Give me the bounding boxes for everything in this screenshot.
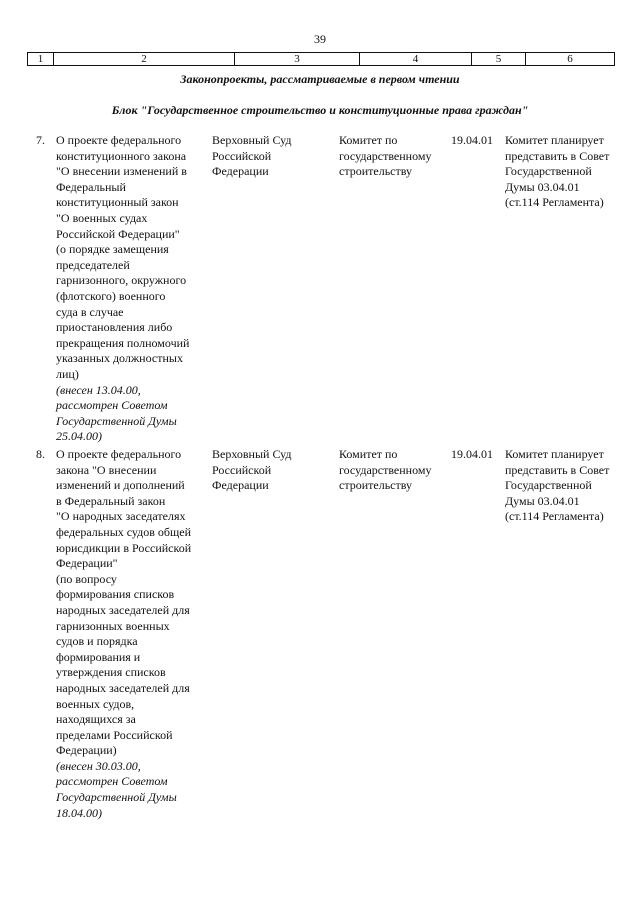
entry-initiator bbox=[212, 447, 332, 494]
text-line: конституционный закон bbox=[56, 195, 179, 210]
entry-number: 8. bbox=[36, 447, 45, 461]
entry-committee bbox=[339, 447, 449, 494]
column-number-3: 3 bbox=[235, 53, 360, 65]
text-line: представить в Совет bbox=[505, 148, 610, 163]
text-line: (флотского) военного bbox=[56, 288, 166, 303]
text-line: Комитет планирует bbox=[505, 133, 604, 147]
block-title: Блок "Государственное строительство и конституционные права граждан" bbox=[111, 103, 529, 117]
text-line: пределами Российской bbox=[56, 727, 173, 742]
text-line: "О внесении изменений в bbox=[56, 164, 187, 179]
text-line: (по вопросу bbox=[56, 571, 117, 586]
text-line: юрисдикции в Российской bbox=[56, 540, 192, 555]
text-line: (ст.114 Регламента) bbox=[505, 195, 604, 210]
text-line: "О военных судах bbox=[56, 210, 148, 225]
text-line: государственному bbox=[339, 148, 432, 163]
text-line: Государственной Думы bbox=[56, 790, 177, 805]
text-line: прекращения полномочий bbox=[56, 335, 190, 350]
text-line: суда в случае bbox=[56, 304, 124, 319]
text-line: 18.04.00) bbox=[56, 805, 102, 820]
text-line: Верховный Суд bbox=[212, 133, 292, 147]
text-line: Федерации bbox=[212, 164, 269, 179]
text-line: (о порядке замещения bbox=[56, 242, 169, 257]
entry-number: 7. bbox=[36, 133, 45, 147]
entry-description bbox=[56, 133, 206, 445]
text-line: гарнизонных военных bbox=[56, 618, 170, 633]
text-line: рассмотрен Советом bbox=[56, 398, 168, 413]
text-line: Федерации bbox=[212, 478, 269, 493]
entry-initiator bbox=[212, 133, 332, 180]
column-number-1: 1 bbox=[28, 53, 54, 65]
entry-status bbox=[505, 447, 625, 525]
entry-date: 19.04.01 bbox=[451, 447, 493, 461]
text-line: председателей bbox=[56, 257, 130, 272]
submission-note bbox=[56, 759, 206, 821]
text-line: рассмотрен Советом bbox=[56, 774, 168, 789]
text-line: Федерации) bbox=[56, 743, 117, 758]
text-line: приостановления либо bbox=[56, 320, 173, 335]
text-line: "О народных заседателях bbox=[56, 509, 186, 524]
section-title: Законопроекты, рассматриваемые в первом чтении bbox=[180, 72, 460, 86]
text-line: формирования списков bbox=[56, 587, 175, 602]
text-line: гарнизонного, окружного bbox=[56, 273, 187, 288]
text-line: Федеральный bbox=[56, 179, 126, 194]
text-line: находящихся за bbox=[56, 712, 136, 727]
text-line: 25.04.00) bbox=[56, 429, 102, 444]
column-number-row bbox=[27, 52, 615, 66]
text-line: народных заседателей для bbox=[56, 680, 190, 695]
description-text bbox=[56, 133, 206, 383]
text-line: военных судов, bbox=[56, 696, 135, 711]
text-line: утверждения списков bbox=[56, 665, 166, 680]
text-line: закона "О внесении bbox=[56, 462, 157, 477]
text-line: формирования и bbox=[56, 649, 141, 664]
text-line: Комитет по bbox=[339, 447, 398, 461]
text-line: государственному bbox=[339, 462, 432, 477]
text-line: О проекте федерального bbox=[56, 133, 182, 147]
text-line: О проекте федерального bbox=[56, 447, 182, 461]
text-line: судов и порядка bbox=[56, 634, 138, 649]
text-line: (внесен 13.04.00, bbox=[56, 382, 141, 397]
column-number-5: 5 bbox=[472, 53, 526, 65]
text-line: (внесен 30.03.00, bbox=[56, 758, 141, 773]
text-line: лиц) bbox=[56, 366, 79, 381]
text-line: Государственной bbox=[505, 164, 592, 179]
entry-date: 19.04.01 bbox=[451, 133, 493, 147]
text-line: Российской Федерации" bbox=[56, 226, 180, 241]
text-line: Комитет планирует bbox=[505, 447, 604, 461]
text-line: Думы 03.04.01 bbox=[505, 179, 580, 194]
submission-note bbox=[56, 383, 206, 445]
text-line: конституционного закона bbox=[56, 148, 187, 163]
text-line: Государственной Думы bbox=[56, 413, 177, 428]
column-number-2: 2 bbox=[54, 53, 235, 65]
entry-status bbox=[505, 133, 625, 211]
text-line: представить в Совет bbox=[505, 462, 610, 477]
entry-committee bbox=[339, 133, 449, 180]
text-line: Федерации" bbox=[56, 556, 118, 571]
text-line: указанных должностных bbox=[56, 351, 183, 366]
text-line: Российской bbox=[212, 462, 272, 477]
text-line: в Федеральный закон bbox=[56, 493, 166, 508]
entry-description bbox=[56, 447, 206, 821]
text-line: Думы 03.04.01 bbox=[505, 493, 580, 508]
page-number: 39 bbox=[314, 32, 326, 46]
text-line: строительству bbox=[339, 164, 412, 179]
column-number-6: 6 bbox=[567, 53, 573, 65]
text-line: изменений и дополнений bbox=[56, 478, 185, 493]
text-line: Государственной bbox=[505, 478, 592, 493]
text-line: Комитет по bbox=[339, 133, 398, 147]
text-line: федеральных судов общей bbox=[56, 524, 192, 539]
text-line: строительству bbox=[339, 478, 412, 493]
text-line: народных заседателей для bbox=[56, 602, 190, 617]
text-line: (ст.114 Регламента) bbox=[505, 509, 604, 524]
text-line: Верховный Суд bbox=[212, 447, 292, 461]
text-line: Российской bbox=[212, 148, 272, 163]
column-number-4: 4 bbox=[360, 53, 472, 65]
description-text bbox=[56, 447, 206, 759]
